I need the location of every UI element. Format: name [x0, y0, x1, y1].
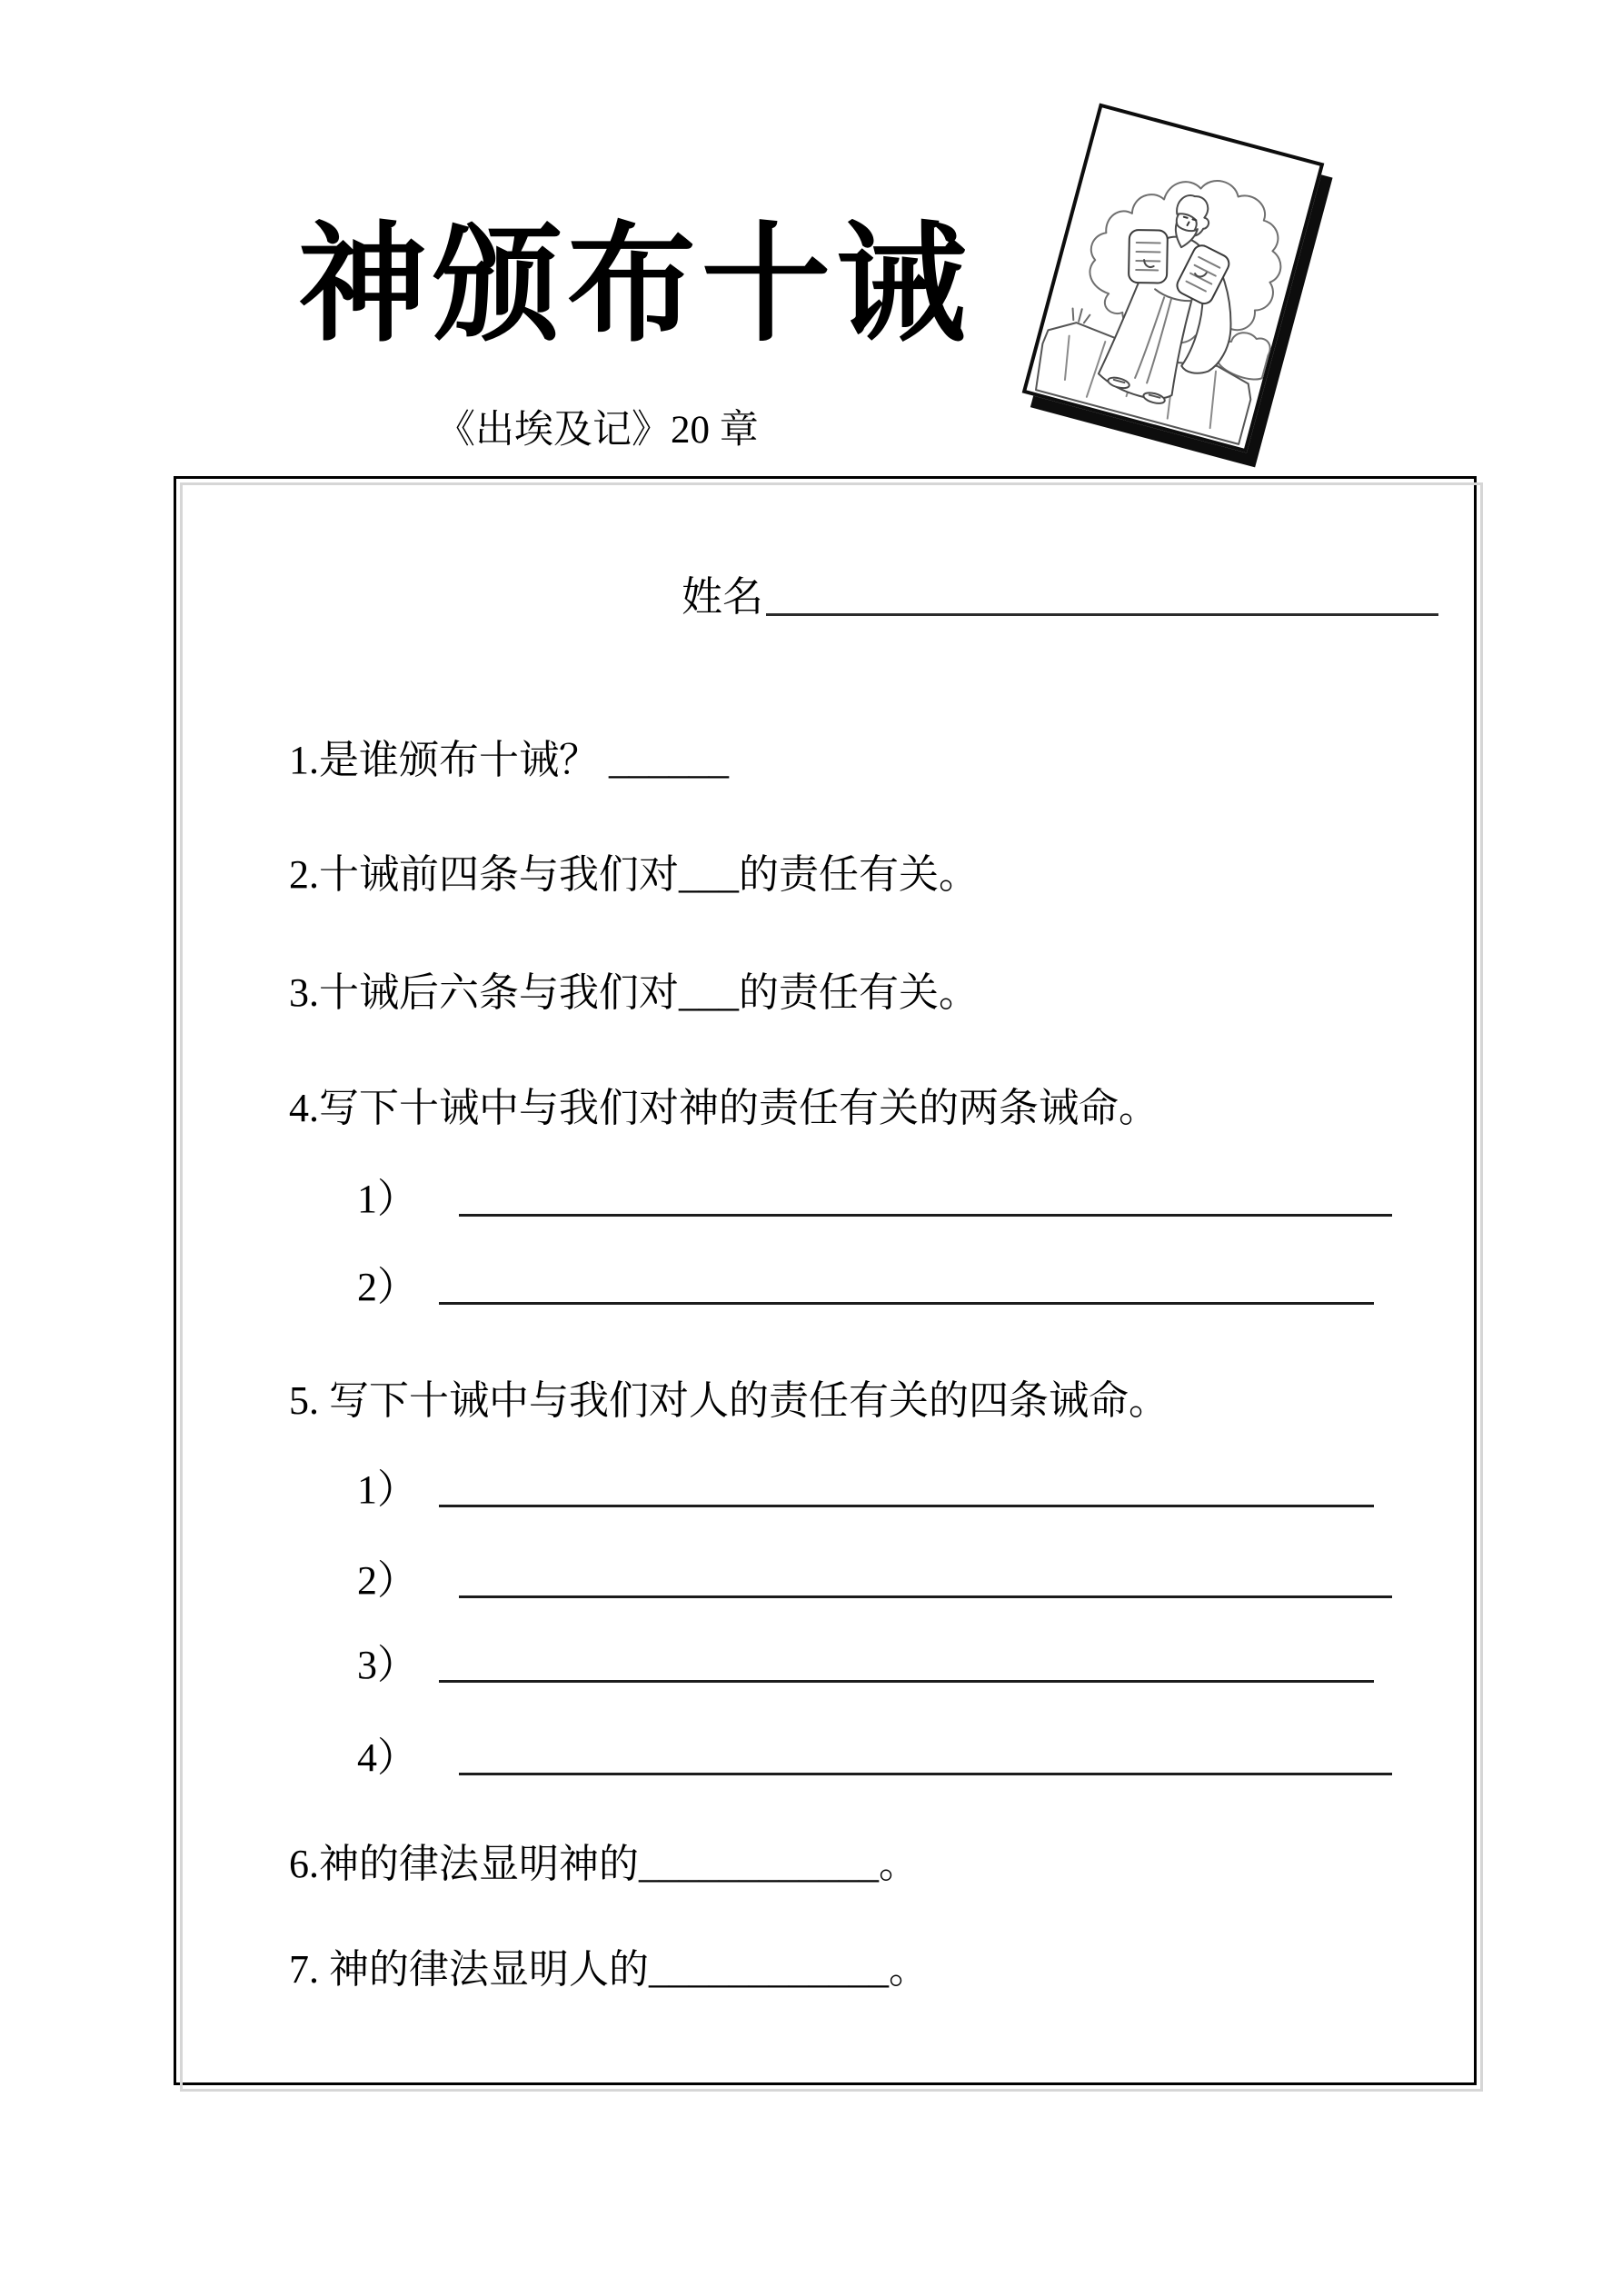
question-4-item-1	[357, 1179, 1392, 1219]
question-3: 3.十诫后六条与我们对___的责任有关。	[289, 970, 979, 1015]
question-1: 1.是谁颁布十诫？ ______	[289, 738, 729, 782]
answer-line	[459, 1595, 1392, 1598]
question-7: 7. 神的律法显明人的____________。	[289, 1947, 929, 1992]
answer-line	[459, 1773, 1392, 1775]
question-6: 6.神的律法显明神的____________。	[289, 1842, 919, 1886]
question-4: 4.写下十诫中与我们对神的责任有关的两条诫命。	[289, 1086, 1159, 1130]
left-tablet-icon	[1129, 230, 1168, 283]
scripture-reference: 《出埃及记》20 章	[436, 409, 759, 452]
name-field-row	[682, 574, 1438, 620]
question-5: 5. 写下十诫中与我们对人的责任有关的四条诫命。	[289, 1378, 1169, 1423]
item-label: 2）	[357, 1265, 417, 1309]
answer-line	[459, 1214, 1392, 1217]
item-label: 4）	[357, 1735, 417, 1780]
item-label: 2）	[357, 1558, 417, 1603]
item-label: 1）	[357, 1467, 417, 1512]
answer-line	[439, 1505, 1374, 1507]
item-label: 1）	[357, 1177, 417, 1221]
name-answer-line	[766, 613, 1438, 616]
moses-with-tablets-icon	[1027, 107, 1320, 448]
question-5-item-3	[357, 1645, 1392, 1685]
question-5-item-2	[357, 1558, 1392, 1603]
item-label: 3）	[357, 1643, 417, 1687]
question-2: 2.十诫前四条与我们对___的责任有关。	[289, 852, 979, 897]
moses-illustration-frame	[1022, 103, 1325, 452]
question-4-item-2	[357, 1267, 1392, 1307]
page-title: 神颁布十诫	[298, 214, 970, 357]
answer-line	[439, 1302, 1374, 1305]
question-5-item-4	[357, 1735, 1392, 1780]
name-label: 姓名	[682, 574, 764, 620]
question-box	[174, 476, 1477, 2085]
question-5-item-1	[357, 1467, 1392, 1512]
answer-line	[439, 1680, 1374, 1683]
